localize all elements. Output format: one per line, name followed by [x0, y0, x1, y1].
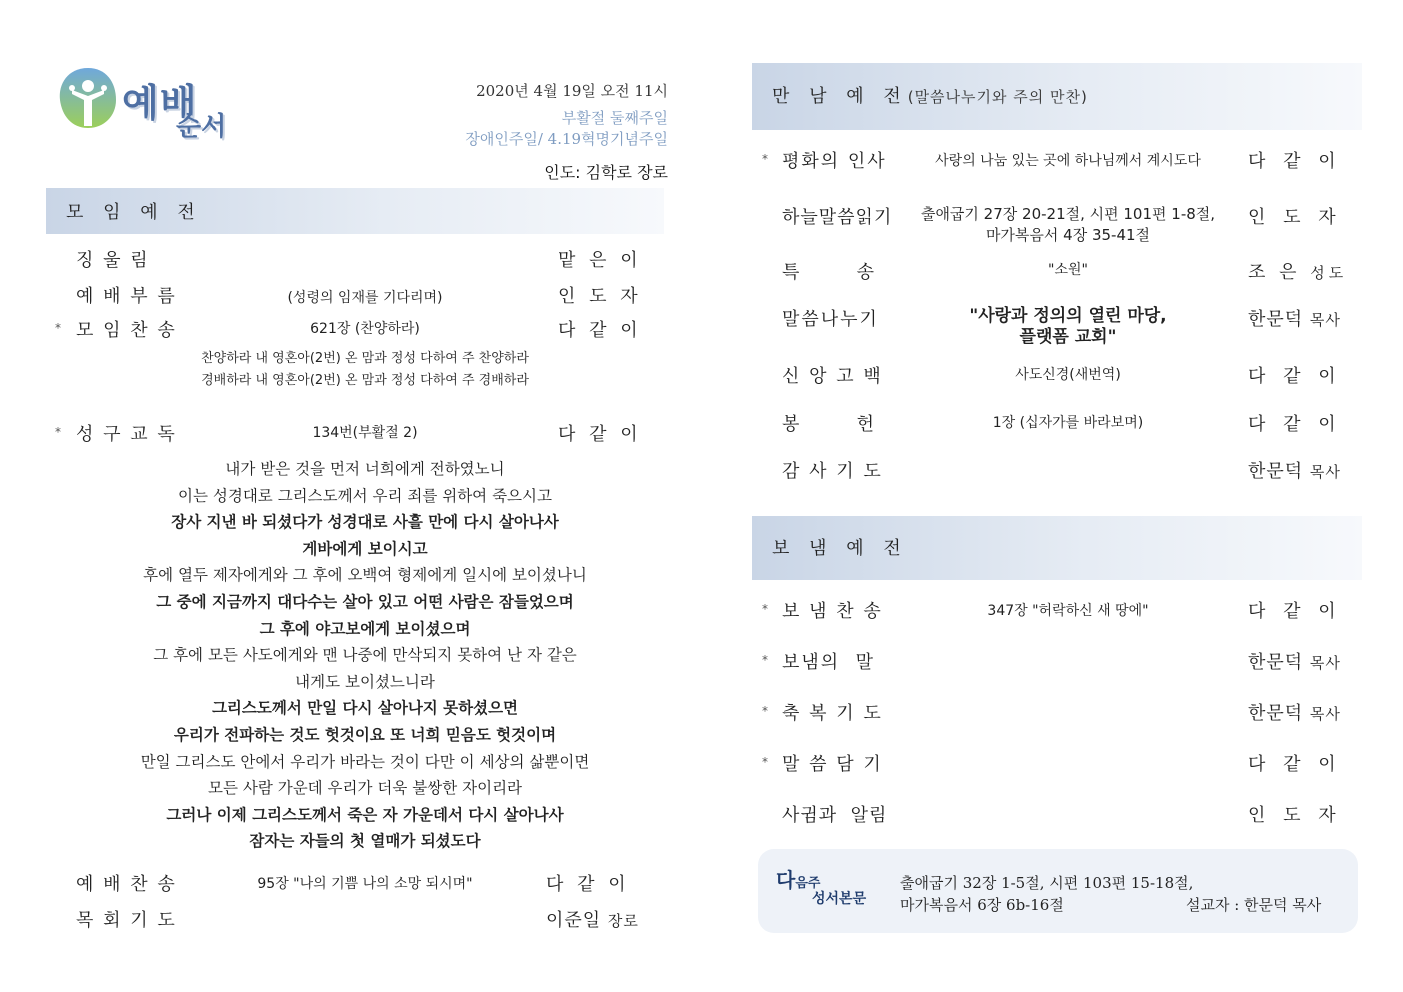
next-week-label-rest: 음주	[795, 876, 821, 891]
order-performer	[1248, 457, 1341, 483]
worship-order-logo	[58, 66, 248, 146]
order-performer	[1248, 648, 1341, 674]
order-performer: 다 같 이	[1248, 414, 1342, 435]
service-leader: 인도: 김학로 장로	[544, 163, 668, 182]
order-performer: 인 도 자	[1248, 805, 1342, 826]
reading-line-response: 그러나 이제 그리스도께서 죽은 자 가운데서 다시 살아나사	[166, 804, 564, 824]
stand-marker: *	[55, 425, 61, 439]
order-performer: 인 도 자	[558, 286, 642, 307]
gathering-section-title: 모 임 예 전	[66, 202, 202, 223]
order-label: 말 씀 담 기	[782, 754, 883, 775]
reading-line: 후에 열두 제자에게와 그 후에 오백여 형제에게 일시에 보이셨나니	[143, 566, 587, 585]
performer-name: 이준일	[546, 910, 602, 931]
performer-name: 한문덕	[1248, 309, 1304, 330]
meeting-section-header	[752, 63, 1362, 130]
sermon-title-line: 플랫폼 교회"	[1019, 327, 1117, 347]
tree-people-icon	[58, 66, 118, 130]
order-performer: 다 같 이	[1248, 601, 1342, 622]
order-label: 징 울 림	[76, 250, 150, 271]
gathering-section-header	[46, 188, 664, 234]
order-detail: 사도신경(새번역)	[1015, 367, 1121, 383]
reading-line-response: 잠자는 자들의 첫 열매가 되셨도다	[249, 831, 481, 851]
order-performer	[546, 906, 639, 932]
reading-line: 만일 그리스도 안에서 우리가 바라는 것이 다만 이 세상의 삶뿐이면	[140, 752, 590, 771]
reading-line: 내가 받은 것을 먼저 너희에게 전하였노니	[225, 460, 505, 478]
next-week-scripture-label: 성서본문	[812, 891, 867, 907]
reading-line: 모든 사람 가운데 우리가 더욱 불쌍한 자이리라	[207, 779, 523, 798]
order-label: 감 사 기 도	[782, 461, 883, 482]
order-performer: 인 도 자	[1248, 207, 1342, 228]
performer-title: 목사	[1309, 705, 1341, 723]
meeting-section-subtitle: (말씀나누기와 주의 만찬)	[907, 88, 1088, 106]
order-performer	[1248, 258, 1347, 284]
order-label: 축 복 기 도	[782, 703, 883, 724]
order-label: 모 임 찬 송	[76, 320, 177, 341]
reading-line-response: 그리스도께서 만일 다시 살아나지 못하셨으면	[211, 698, 519, 718]
sermon-title	[918, 306, 1218, 348]
order-performer: 다 같 이	[558, 320, 642, 341]
order-label: 사귐과 알림	[782, 805, 888, 826]
service-subtitle-1: 부활절 둘째주일	[561, 109, 668, 127]
detail-line: 출애굽기 27장 20-21절, 시편 101편 1-8절,	[920, 205, 1216, 223]
meeting-section-title: 만 남 예 전	[772, 86, 908, 107]
stand-marker: *	[762, 152, 768, 166]
reading-line-response: 그 후에 야고보에게 보이셨으며	[259, 618, 471, 638]
performer-name: 한문덕	[1248, 461, 1304, 482]
order-label: 예 배 부 름	[76, 286, 177, 307]
lyric-line: 경배하라 내 영혼아(2번) 온 맘과 정성 다하여 주 경배하라	[201, 373, 529, 388]
reading-line: 내게도 보이셨느니라	[295, 672, 435, 691]
order-label: 신 앙 고 백	[782, 366, 883, 387]
order-detail: 621장 (찬양하라)	[310, 321, 420, 337]
stand-marker: *	[762, 755, 768, 769]
order-performer: 맡 은 이	[558, 250, 642, 271]
reading-line: 이는 성경대로 그리스도께서 우리 죄를 위하여 죽으시고	[178, 486, 552, 505]
order-detail: "소원"	[1048, 262, 1088, 278]
next-week-scripture-line: 마가복음서 6장 6b-16절	[900, 896, 1064, 914]
next-week-scripture-line: 출애굽기 32장 1-5절, 시편 103편 15-18절,	[900, 874, 1194, 892]
reading-line-response: 장사 지낸 바 되셨다가 성경대로 사흘 만에 다시 살아나사	[171, 512, 559, 532]
service-date: 2020년 4월 19일 오전 11시	[476, 82, 668, 100]
order-label: 특 송	[782, 262, 874, 283]
service-subtitle-2: 장애인주일/ 4.19혁명기념주일	[465, 130, 668, 148]
sending-section-title: 보 냄 예 전	[772, 538, 908, 559]
performer-title: 목사	[1309, 311, 1341, 329]
performer-name: 한문덕	[1248, 703, 1304, 724]
order-detail: (성령의 임재를 기다리며)	[287, 290, 443, 306]
responsive-reading	[60, 456, 670, 855]
order-label: 말씀나누기	[782, 309, 879, 330]
order-performer: 다 같 이	[558, 424, 642, 445]
logo-subtitle: 순서	[176, 112, 227, 142]
next-week-label-initial: 다	[776, 868, 796, 892]
order-performer	[1248, 305, 1341, 331]
order-label: 평화의 인사	[782, 151, 887, 172]
order-performer: 다 같 이	[1248, 754, 1342, 775]
stand-marker: *	[762, 653, 768, 667]
reading-line-response: 그 중에 지금까지 대다수는 살아 있고 어떤 사람은 잠들었으며	[156, 591, 574, 611]
order-detail: 사랑의 나눔 있는 곳에 하나님께서 계시도다	[935, 153, 1201, 169]
logo-title: 예배	[122, 81, 198, 125]
order-label: 하늘말씀읽기	[782, 207, 893, 228]
order-label: 예 배 찬 송	[76, 874, 177, 895]
reading-line: 그 후에 모든 사도에게와 맨 나중에 만삭되지 못하여 난 자 같은	[153, 646, 577, 665]
next-week-preacher: 설교자 : 한문덕 목사	[1186, 896, 1322, 914]
detail-line: 마가복음서 4장 35-41절	[985, 226, 1151, 244]
reading-line-response: 우리가 전파하는 것도 헛것이요 또 너희 믿음도 헛것이며	[173, 724, 557, 744]
sending-section-header	[752, 516, 1362, 580]
order-label: 보냄의 말	[782, 652, 875, 673]
stand-marker: *	[55, 321, 61, 335]
order-detail	[908, 204, 1228, 246]
reading-line-response: 게바에게 보이시고	[302, 538, 428, 558]
sermon-title-line: "사랑과 정의의 열린 마당,	[969, 306, 1167, 326]
performer-title: 성도	[1310, 264, 1348, 282]
performer-name: 조 은	[1248, 262, 1301, 283]
order-detail: 347장 "허락하신 새 땅에"	[987, 603, 1149, 619]
hymn-lyrics	[150, 348, 580, 392]
lyric-line: 찬양하라 내 영혼아(2번) 온 맘과 정성 다하여 주 찬양하라	[201, 351, 529, 366]
stand-marker: *	[762, 704, 768, 718]
order-label: 목 회 기 도	[76, 910, 177, 931]
order-label: 성 구 교 독	[76, 424, 177, 445]
order-performer	[1248, 699, 1341, 725]
order-performer: 다 같 이	[1248, 151, 1342, 172]
order-label: 보 냄 찬 송	[782, 601, 883, 622]
performer-title: 목사	[1309, 654, 1341, 672]
performer-name: 한문덕	[1248, 652, 1304, 673]
stand-marker: *	[762, 602, 768, 616]
order-detail: 134번(부활절 2)	[312, 425, 418, 441]
performer-title: 목사	[1309, 463, 1341, 481]
order-performer: 다 같 이	[546, 874, 630, 895]
order-detail: 1장 (십자가를 바라보며)	[992, 415, 1144, 431]
order-label: 봉 헌	[782, 414, 874, 435]
order-detail: 95장 "나의 기쁨 나의 소망 되시며"	[257, 876, 473, 892]
order-performer: 다 같 이	[1248, 366, 1342, 387]
performer-title: 장로	[607, 912, 639, 930]
